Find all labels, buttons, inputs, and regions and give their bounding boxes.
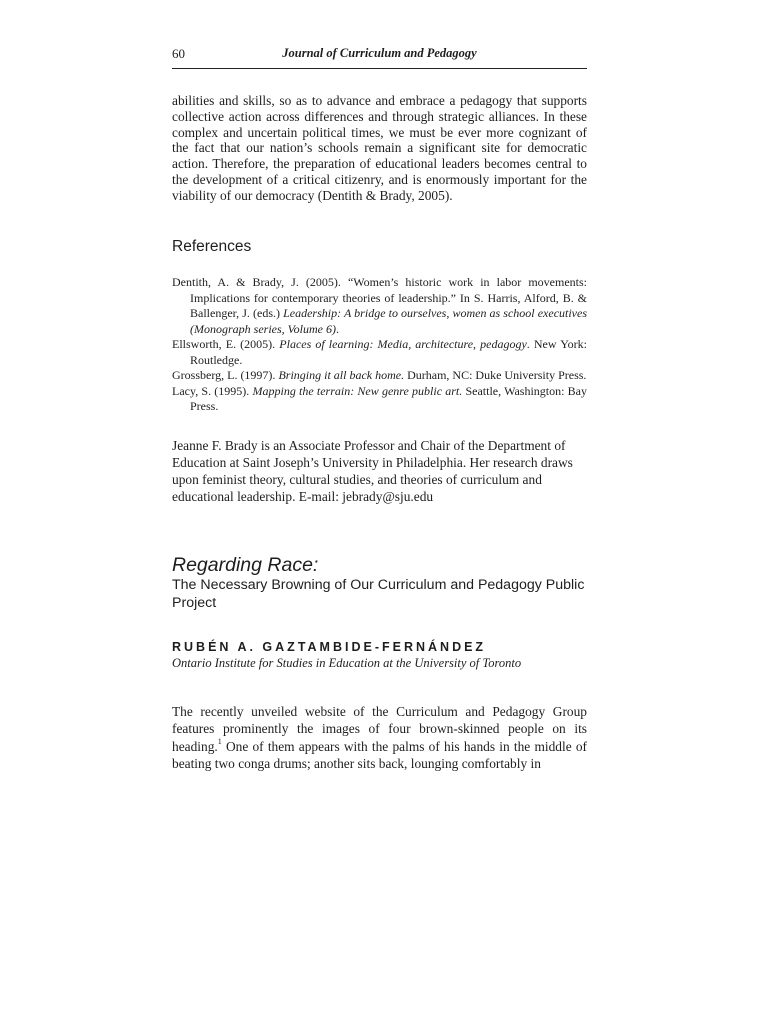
reference-tail: Seattle, Washington: Bay Press. [190, 383, 587, 413]
author-name: RUBÉN A. GAZTAMBIDE-FERNÁNDEZ [172, 640, 487, 654]
reference-title: Leadership: A bridge to ourselves, women as school executives (Monograph series, Volume 6) [190, 306, 588, 336]
reference-item [172, 384, 587, 415]
reference-item [172, 368, 587, 384]
reference-tail: . New York: Routledge. [190, 337, 587, 367]
reference-tail: Durham, NC: Duke University Press. [404, 368, 587, 382]
reference-text: Ellsworth, E. (2005). [172, 337, 280, 351]
reference-text: Lacy, S. (1995). [172, 383, 253, 398]
footnote-marker[interactable]: 1 [217, 736, 222, 746]
article-title: Regarding Race: [172, 554, 319, 576]
page-number: 60 [172, 46, 185, 61]
reference-text: Dentith, A. & Brady, J. (2005). “Women’s historic work in labor movements: Implications for contemporary theories of leadership.” In S. Harris, Alford, B. & Ballenger, J. (eds.) [172, 275, 587, 320]
author-affiliation: Ontario Institute for Studies in Education at the University of Toronto [172, 656, 522, 670]
running-head [172, 46, 587, 64]
reference-text: Grossberg, L. (1997). [172, 368, 279, 382]
reference-title: Mapping the terrain: New genre public art. [252, 383, 463, 398]
header-rule [172, 68, 587, 69]
article-paragraph [172, 703, 587, 772]
article-subtitle: The Necessary Browning of Our Curriculum and Pedagogy Public Project [172, 577, 585, 611]
reference-item [172, 337, 587, 368]
reference-list [172, 275, 587, 415]
article-text-continued: One of them appears with the palms of his hands in the middle of beating two conga drums; another sits back, lounging comfortably in [172, 738, 587, 771]
journal-title: Journal of Curriculum and Pedagogy [282, 46, 477, 60]
reference-item [172, 275, 587, 337]
author-bio: Jeanne F. Brady is an Associate Professor and Chair of the Department of Education at Saint Joseph’s University in Philadelphia. Her research draws upon feminist theory, cultural studies, and theories of curriculum and educational leadership. E-mail: jebrady@sju.edu [172, 438, 573, 504]
reference-title: Bringing it all back home. [278, 368, 405, 382]
reference-tail: . [335, 321, 339, 336]
references-heading: References [172, 238, 252, 255]
reference-title: Places of learning: Media, architecture, pedagogy [279, 337, 527, 351]
article-text: The recently unveiled website of the Curriculum and Pedagogy Group features prominently the images of four brown-skinned people on its heading. [172, 704, 587, 754]
intro-paragraph: abilities and skills, so as to advance and embrace a pedagogy that supports collective action across differences and through strategic alliances. In these complex and uncertain political times, we must be ever more cognizant of the fact that our nation’s schools remain a significant site for democratic action. Therefore, the preparation of educational leaders becomes central to the development of a critical citizenry, and is enormously important for the viability of our democracy (Dentith & Brady, 2005). [172, 93, 587, 203]
